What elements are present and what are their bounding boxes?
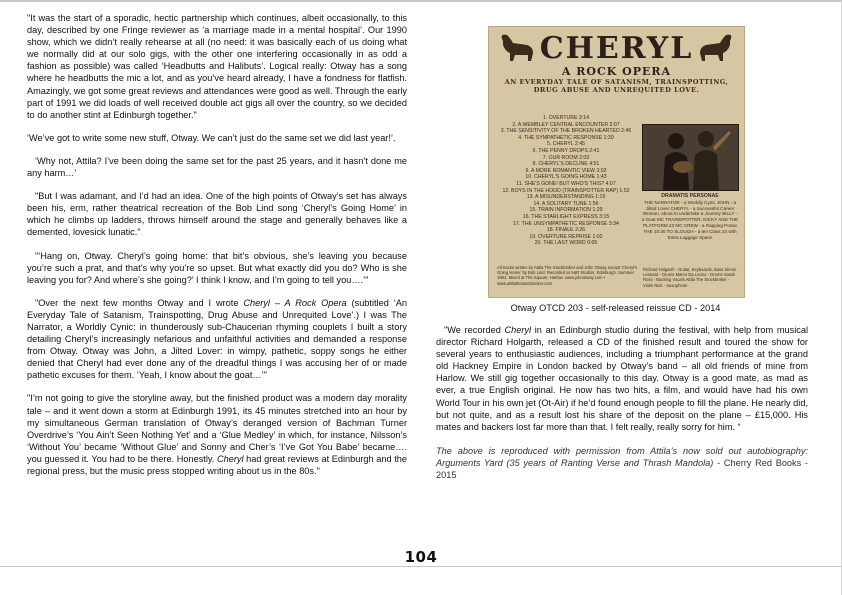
paragraph <box>27 297 407 382</box>
cd-tagline: AN EVERYDAY TALE OF SATANISM, TRAINSPOTTING, DRUG ABUSE AND UNREQUITED LOVE. <box>504 78 729 94</box>
performers-silhouette-icon <box>643 125 738 190</box>
album-title: Cheryl <box>504 325 532 335</box>
track-item: 6. THE PENNY DROPS 2:41 <box>532 147 600 154</box>
dramatis-text: THE NARRATOR - a Worldly Cynic JOHN - a Jilted Lover CHERYL - a Successful Career Woman, about to undertake a Journey BILLY - a Goat MC TRAINSPOTTER, NICKY AND THE PLATFORM 23 MC CREW - a Rapping Posse THE 10:30 TO SLOUGH - a ten Class 23 with Extra Luggage Space <box>641 199 739 240</box>
band-photo <box>642 124 739 191</box>
paragraph: ‘We’ve got to write some new stuff, Otway. We can’t just do the same set we did last year!’. <box>27 132 396 143</box>
dramatis-heading: DRAMATIS PERSONAE <box>661 193 719 199</box>
credit-italic: The above is reproduced with permission from Attila’s now sold out autobiography: Arguments Yard (35 years of Ranting Verse and Thrash Mandola) <box>436 445 808 468</box>
track-item: 3. THE SENSITIVITY OF THE BROKEN HEARTED 2:46 <box>500 128 632 135</box>
track-item: 7. OUR ROOM 2:03 <box>542 154 590 161</box>
cd-cover-image <box>488 26 745 298</box>
cd-subtitle: A ROCK OPERA <box>561 65 672 78</box>
paragraph: "But I was adamant, and I’d had an idea. One of the high points of Otway’s set has always been his, erm, rather theatrical recreation of the Bob Lind song ‘Cheryl’s Going Home’ in which he climbs up ladders, throws himself around the stage and generally behaves like a demented, lovesick lunatic." <box>27 191 407 238</box>
track-item: 18. FINALE 2:26 <box>546 227 586 234</box>
text-run: (subtitled ‘An Everyday Tale of Satanism, Trainspotting, Drug Abuse and Unrequited Love’.) I was The Narrator, a Worldly Cynic: in thunderously sub-Chaucerian rhyming couplets I built a story detailing Cheryl’s increasingly nefarious and unfaithful activities and demanded a response from Otway. Otway was John, a Jilted Lover: in wimpy, pathetic, soppy songs he either denied that Cheryl had ever done any of the dreadful things I was accusing her of or made pathetic excuses for them. ‘Yeah, I know about the goat…’" <box>27 297 408 381</box>
track-item: 16. THE STARLIGHT EXPRESS 3:15 <box>522 213 610 220</box>
credit-publisher: - Cherry Red Books - 2015 <box>436 457 808 481</box>
track-item: 9. A MORE ROMANTIC VIEW 3:02 <box>525 167 607 174</box>
track-item: 4. THE SYMPATHETIC RESPONSE 1:39 <box>518 134 614 141</box>
cd-band-list: Richard Holgarth - Guitar, Keyboards, Bass Simon Leonard - Drums Marco Da Leone - Drums Sarah Ross - Backing Vocals Attila The Stockbroker - Violin Nick - Saxophone <box>643 267 737 288</box>
album-title: Cheryl – A Rock Opera <box>243 297 347 308</box>
track-item: 20. THE LAST WORD 0:05 <box>534 240 598 247</box>
album-title: Cheryl <box>216 453 244 464</box>
track-item: 13. A MISUNDERSTANDING 1:19 <box>526 194 606 201</box>
paragraph <box>27 392 407 477</box>
cd-title: CHERYL <box>539 31 694 66</box>
track-item: 14. A SOLITARY TUNE 1:56 <box>533 200 599 207</box>
track-item: 12. BOYS IN THE HOOD (TRAINSPOTTER RAP) 1:52 <box>502 187 630 194</box>
page-number: 104 <box>404 548 438 566</box>
left-column <box>27 12 407 488</box>
track-item: 8. CHERYL'S DECLINE 4:51 <box>532 161 600 168</box>
track-item: 17. THE UNSYMPATHETIC RESPONSE 3:34 <box>513 220 619 227</box>
paragraph: "It was the start of a sporadic, hectic partnership which continues, albeit occasionally, to this day, described by one Fringe reviewer as ‘a marriage made in a mental hospital’. Our 1990 show, which we didn’t really rehearse at all (no need: it was basically each of us doing what we normally did at our solo gigs, with the other one interfering occasionally in as odd a fashion as possible) was called ‘Headbutts and Halibuts’. Logical really: Otway has a song where he headbutts the mic a lot, and as you’ve heard already, I have a fondness for flatfish. Amazingly, we got some great reviews and attendances were good as well. Through the early part of 1991 we did loads of well received double act gigs all over the country, so we decided to do another stint at Edinburgh together." <box>27 13 407 120</box>
text-run: "Over the next few months Otway and I wrote <box>35 297 244 308</box>
track-item: 11. SHE'S GONE! BUT WHO'S THIS? 4:07 <box>516 180 616 187</box>
paragraph: ‘Why not, Attila? I’ve been doing the same set for the past 25 years, and it hasn’t done me any harm…’ <box>27 155 407 179</box>
track-list <box>495 115 637 247</box>
text-run: had great reviews at Edinburgh and the regional press, but the music press stopped writing about us in the 80s." <box>27 453 407 476</box>
track-item: 19. OVERTURE REPRISE 1:02 <box>529 233 603 240</box>
track-item: 5. CHERYL 2:45 <box>546 141 586 148</box>
top-rule <box>0 0 842 2</box>
track-item: 10. CHERYL'S GOING HOME 1:43 <box>525 174 607 181</box>
bottom-rule <box>0 566 842 567</box>
track-item: 1. OVERTURE 3:14 <box>542 115 590 121</box>
track-item: 2. A WEMBLEY CENTRAL ENCOUNTER 2:07 <box>512 121 620 128</box>
text-run: "We recorded <box>444 325 505 335</box>
source-credit <box>436 445 808 481</box>
text-run: "I’m not going to give the storyline away, but the finished product was a modern day morality tale – and it went down a storm at Edinburgh 1991, its 45 minutes stretched into an hour by my simultaneous German translation of Otway’s deranged version of Bachman Turner Overdrive’s ‘You Ain’t Seen Nothing Yet’ and a ‘Glue Medley’ in which, for instance, Nilsson’s ‘Without You’ became ‘Without Glue’ and Sonny and Cher’s ‘I’ve Got You Babe’ became…. you guessed it. You had to be there. Honestly. <box>27 393 407 464</box>
text-run: in an Edinburgh studio during the festival, with help from musical director Richard Holgarth, released a CD of the finished result and toured the show for several years to enthusiastic audiences, including a triumphant performance at the grand old Hackney Empire in London backed by Otway’s band – all old friends of mine from Harlow. We still gig together occasionally to this day. Otway is a good mate, as mad as ever, a true English original. He now has two hits, a film, and would have had his own World Tour in his own jet (Ot-Air) if he’d found enough people to fill the plane. He nearly did, but not quite, and as a result lost his share of the deposit on the plane – £15,000. His mates and backers lost far more than that. I felt really, really sorry for him. “ <box>436 325 808 432</box>
paragraph: "‘Hang on, Otway. Cheryl’s going home: that bit’s obvious, she’s leaving you because you’re such a prat, and that’s why you’re so upset. But what exactly did you do? Who is she leaving you for? And where’s she going?’ I think I know, and I’m going to tell you….’" <box>27 250 407 285</box>
cd-credits: All tracks written by Attila The Stockbroker and John Otway except 'Cheryl's Going Home' by Bob Lind. Recorded at A&R Studios, Edinburgh, Summer 1991. Mixed at The Square, Harlow. www.johnotway.com • www.attilathestockbroker.com <box>497 265 638 286</box>
image-caption: Otway OTCD 203 - self-released reissue CD - 2014 <box>510 303 721 313</box>
track-item: 15. TRAIN INFORMATION 1:29 <box>529 207 603 214</box>
paragraph <box>436 324 808 433</box>
dramatis-personae <box>641 193 739 240</box>
right-column <box>436 324 808 493</box>
